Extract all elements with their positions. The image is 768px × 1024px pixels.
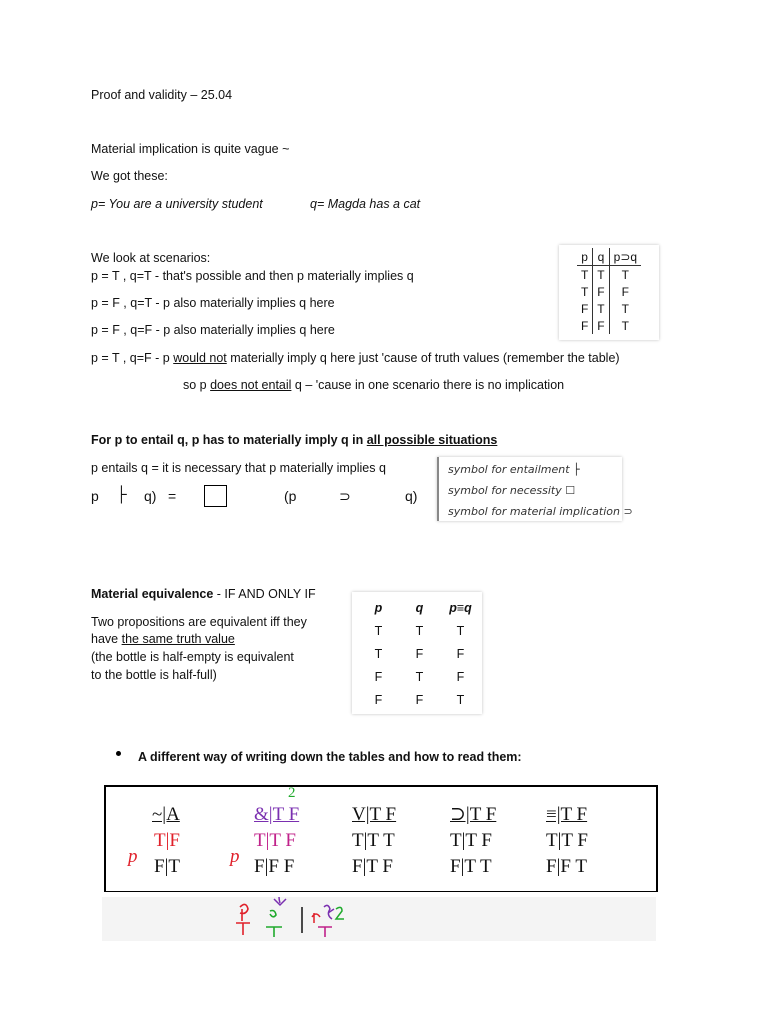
cell: T xyxy=(621,318,630,333)
conjunction-table-head: &|T F xyxy=(254,804,300,825)
intro-line: Material implication is quite vague ~ xyxy=(91,142,290,156)
header-cell: q xyxy=(415,600,424,615)
implication-table-row: F|T T xyxy=(450,856,492,877)
equivalence-truth-table xyxy=(352,592,482,714)
scenario-line xyxy=(91,351,620,366)
cell: T xyxy=(577,283,593,300)
table-row xyxy=(577,300,641,317)
formula-q: q) xyxy=(144,488,157,504)
text-span: q – 'cause in one scenario there is no implication xyxy=(291,378,565,392)
formula-close: q) xyxy=(405,488,418,504)
necessity-symbol-label: symbol for necessity ☐ xyxy=(448,484,576,497)
table-row xyxy=(577,317,641,334)
cell: F xyxy=(577,317,593,334)
table-row xyxy=(358,688,481,711)
equivalence-desc: Two propositions are equivalent iff they xyxy=(91,615,307,629)
text-span: p = T , q=F - p xyxy=(91,351,174,365)
necessity-box-symbol xyxy=(204,485,227,507)
equivalence-desc: (the bottle is half-empty is equivalent xyxy=(91,650,294,664)
table-header-row xyxy=(577,248,641,266)
equivalence-table-row: F|F T xyxy=(546,856,587,877)
implication-truth-table xyxy=(559,245,659,340)
p-definition: p= You are a university student xyxy=(91,197,263,211)
bullet-text: A different way of writing down the tables and how to read them: xyxy=(138,750,522,764)
table-row xyxy=(358,642,481,665)
formula-equals: = xyxy=(168,488,177,504)
intro-line: We got these: xyxy=(91,169,168,183)
cell: T xyxy=(621,267,630,282)
text-span: Material equivalence xyxy=(91,587,214,601)
cell: T xyxy=(415,623,424,638)
symbols-legend xyxy=(437,457,633,521)
cell: F xyxy=(456,669,465,684)
underlined-text: does not entail xyxy=(210,378,292,392)
entailment-rule xyxy=(91,433,497,448)
cell: T xyxy=(456,623,465,638)
implication-table-row: T|T F xyxy=(450,830,492,851)
table-header-row xyxy=(358,596,481,619)
cell: F xyxy=(374,692,383,707)
table-row xyxy=(577,283,641,300)
handwritten-sketch xyxy=(102,897,656,941)
equivalence-heading xyxy=(91,587,316,602)
disjunction-table-row: F|T F xyxy=(352,856,393,877)
cell: F xyxy=(577,300,593,317)
scenario-line: p = F , q=F - p also materially implies q here xyxy=(91,323,335,337)
conjunction-table-row: T|T F xyxy=(254,830,296,851)
table xyxy=(577,248,641,334)
equivalence-desc xyxy=(91,632,235,647)
underlined-text: would not xyxy=(173,351,227,365)
cell: F xyxy=(593,283,609,300)
formula-p: p xyxy=(91,488,99,504)
equivalence-desc: to the bottle is half-full) xyxy=(91,668,217,682)
superset-symbol: ⊃ xyxy=(339,488,351,504)
text-span: have xyxy=(91,632,122,646)
cell: T xyxy=(415,669,424,684)
q-definition: q= Magda has a cat xyxy=(310,197,421,211)
entailment-definition: p entails q = it is necessary that p materially implies q xyxy=(91,461,386,475)
text-span: - IF AND ONLY IF xyxy=(213,587,316,601)
cell: T xyxy=(577,266,593,284)
underlined-text: the same truth value xyxy=(121,632,235,646)
scenarios-heading: We look at scenarios: xyxy=(91,251,211,265)
cell: F xyxy=(415,692,424,707)
table-row xyxy=(577,266,641,284)
cell: F xyxy=(621,284,630,299)
cell: F xyxy=(415,646,424,661)
cell: T xyxy=(593,266,609,284)
text-span: so p xyxy=(183,378,211,392)
header-cell: p⊃q xyxy=(609,248,641,266)
cell: T xyxy=(374,623,383,638)
handwritten-p: p xyxy=(230,846,240,867)
equivalence-table-head: ≡|T F xyxy=(546,804,588,825)
page-title: Proof and validity – 25.04 xyxy=(91,88,233,102)
negation-table-row: T|F xyxy=(154,830,180,851)
conjunction-table-row: F|F F xyxy=(254,856,295,877)
disjunction-table-row: T|T T xyxy=(352,830,395,851)
equivalence-table-row: T|T F xyxy=(546,830,588,851)
cell: T xyxy=(456,692,465,707)
cell: T xyxy=(593,300,609,317)
bullet-icon xyxy=(116,751,121,756)
cell: T xyxy=(374,646,383,661)
header-cell: p≡q xyxy=(449,600,472,615)
scenario-line: p = F , q=T - p also materially implies q here xyxy=(91,296,335,310)
formula-open: (p xyxy=(284,488,297,504)
cell: F xyxy=(456,646,465,661)
text-span: For p to entail q, p has to materially imply q in xyxy=(91,433,367,447)
header-cell: p xyxy=(577,248,593,266)
table-row xyxy=(358,665,481,688)
underlined-text: all possible situations xyxy=(366,433,498,447)
negation-table-head: ~|A xyxy=(152,804,180,825)
text-span: materially imply q here just 'cause of truth values (remember the table) xyxy=(226,351,620,365)
negation-table-row: F|T xyxy=(154,856,180,877)
disjunction-table-head: V|T F xyxy=(352,804,397,825)
scenario-line: p = T , q=T - that's possible and then p materially implies q xyxy=(91,269,414,283)
header-cell: p xyxy=(374,600,383,615)
cell: F xyxy=(374,669,383,684)
connective-tables xyxy=(104,785,658,892)
conclusion-line xyxy=(183,378,564,393)
table xyxy=(358,596,481,711)
implication-table-head: ⊃|T F xyxy=(450,804,497,825)
implication-symbol-label: symbol for material implication ⊃ xyxy=(448,505,633,518)
cell: T xyxy=(621,301,630,316)
handwritten-p: p xyxy=(128,846,138,867)
cell: F xyxy=(593,317,609,334)
entailment-symbol-label: symbol for entailment ├ xyxy=(448,463,580,476)
table-row xyxy=(358,619,481,642)
handwritten-q-mark: 2 xyxy=(288,785,296,801)
turnstile-symbol: ├ xyxy=(116,486,127,503)
handwritten-notes xyxy=(102,897,656,941)
header-cell: q xyxy=(593,248,609,266)
